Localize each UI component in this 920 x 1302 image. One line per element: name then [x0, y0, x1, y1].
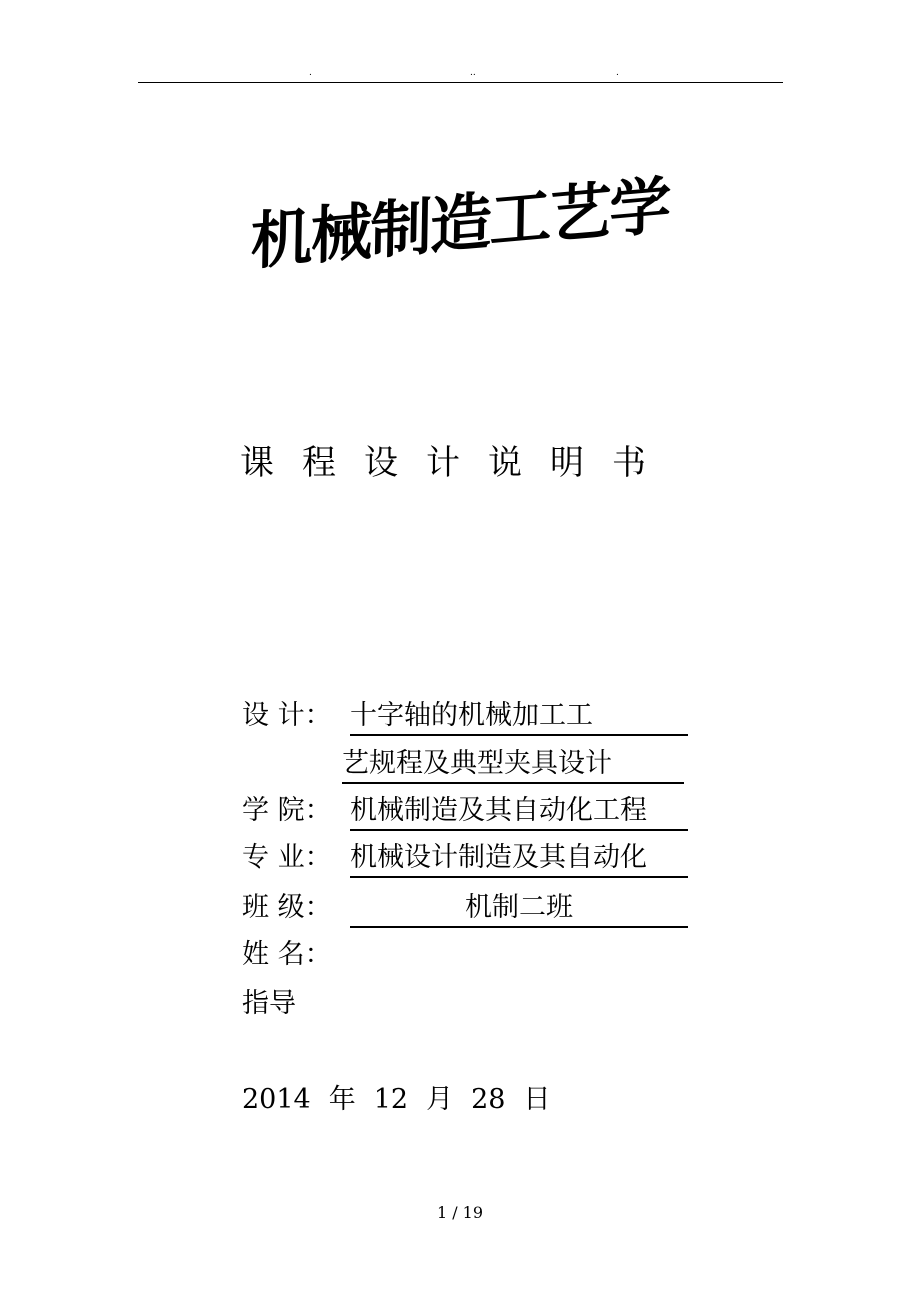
college-label: 学 院： — [242, 795, 332, 826]
design-value-line2: 艺规程及典型夹具设计 — [342, 744, 684, 784]
date-month: 12 — [373, 1084, 409, 1115]
advisor-label: 指导 — [242, 988, 296, 1019]
class-value: 机制二班 — [350, 888, 688, 928]
design-label: 设 计： — [242, 700, 332, 731]
major-value: 机械设计制造及其自动化 — [350, 838, 688, 878]
date-day: 28 — [471, 1084, 506, 1115]
class-label: 班 级： — [242, 892, 332, 923]
date-day-unit: 日 — [523, 1084, 551, 1115]
college-value: 机械制造及其自动化工程 — [350, 791, 688, 831]
college-row — [242, 791, 647, 831]
header-rule — [138, 82, 783, 83]
header-mark: .. — [470, 68, 476, 78]
header-mark: . — [309, 68, 312, 78]
class-row — [242, 888, 573, 928]
date-year: 2014 — [242, 1084, 311, 1115]
header-mark: . — [616, 68, 619, 78]
date-line — [242, 1080, 568, 1120]
major-row — [242, 838, 647, 878]
document-title: 机械制造工艺学 — [250, 168, 670, 279]
date-year-unit: 年 — [328, 1084, 356, 1115]
page-number: 1 / 19 — [436, 1203, 484, 1222]
major-label: 专 业： — [242, 842, 332, 873]
date-month-unit: 月 — [426, 1084, 454, 1115]
name-row — [242, 935, 350, 975]
name-label: 姓 名： — [242, 939, 332, 970]
document-subtitle: 课程设计说明书 — [240, 443, 674, 483]
design-row — [242, 696, 593, 736]
design-value-line1: 十字轴的机械加工工 — [350, 696, 688, 736]
advisor-row — [242, 984, 350, 1024]
